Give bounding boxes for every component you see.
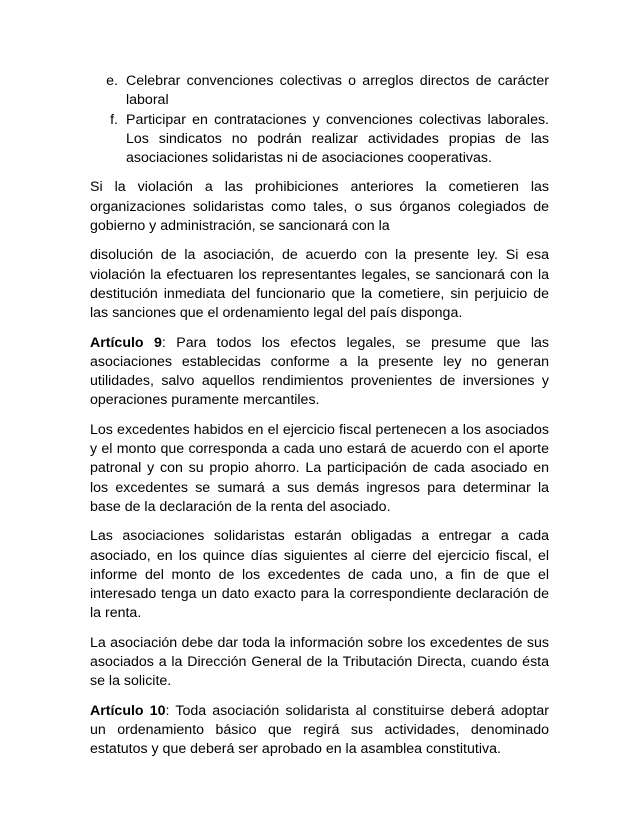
paragraph-text: Si la violación a las prohibiciones anteriores la cometieren las organizaciones solidaristas como tales, o sus órganos colegiados de gobierno y administración, se sancionará con la — [90, 179, 549, 235]
article-heading: Artículo 9 — [90, 334, 162, 351]
list-item-text: Celebrar convenciones colectivas o arreglos directos de carácter laboral — [126, 73, 549, 109]
paragraph — [90, 634, 549, 692]
paragraph-text: La asociación debe dar toda la información sobre los excedentes de sus asociados a la Dirección General de la Tributación Directa, cuando ésta se la solicite. — [90, 634, 549, 690]
paragraph-text: disolución de la asociación, de acuerdo con la presente ley. Si esa violación la efectuaren los representantes legales, se sancionará con la destitución inmediata del funcionario que la cometiere, sin perjuicio de las sanciones que el ordenamiento legal del país disponga. — [90, 247, 549, 322]
paragraph-text: : Toda asociación solidarista al constituirse deberá adoptar un ordenamiento básico que regirá sus actividades, denominado estatutos y que deberá ser aprobado en la asamblea constitutiva. — [90, 702, 549, 758]
paragraph — [90, 178, 549, 236]
list-item — [90, 72, 549, 111]
list-marker: f. — [110, 111, 118, 128]
paragraph-article-10 — [90, 702, 549, 760]
list-item-text: Participar en contrataciones y convenciones colectivas laborales. Los sindicatos no podrán realizar actividades propias de las asociaciones solidaristas ni de asociaciones cooperativas. — [126, 111, 549, 167]
paragraph — [90, 421, 549, 517]
paragraph — [90, 246, 549, 323]
document-page — [90, 72, 549, 770]
paragraph-text: : Para todos los efectos legales, se presume que las asociaciones establecidas conforme a la presente ley no generan utilidades, salvo aquellos rendimientos provenientes de inversiones y operaciones puramente mercantiles. — [90, 334, 549, 409]
paragraph-text: Las asociaciones solidaristas estarán obligadas a entregar a cada asociado, en los quince días siguientes al cierre del ejercicio fiscal, el informe del monto de los excedentes de cada uno, a fin de que el interesado tenga un dato exacto para la correspondiente declaración de la renta. — [90, 528, 549, 622]
list-item — [90, 111, 549, 169]
paragraph-text: Los excedentes habidos en el ejercicio fiscal pertenecen a los asociados y el monto que corresponda a cada uno estará de acuerdo con el aporte patronal y con su propio ahorro. La participación de cada asociado en los excedentes se sumará a sus demás ingresos para determinar la base de la declaración de la renta del asociado. — [90, 421, 549, 515]
prohibitions-list — [90, 72, 549, 168]
article-heading: Artículo 10 — [90, 702, 166, 719]
list-marker: e. — [106, 73, 118, 89]
paragraph-article-9 — [90, 334, 549, 411]
paragraph — [90, 527, 549, 623]
